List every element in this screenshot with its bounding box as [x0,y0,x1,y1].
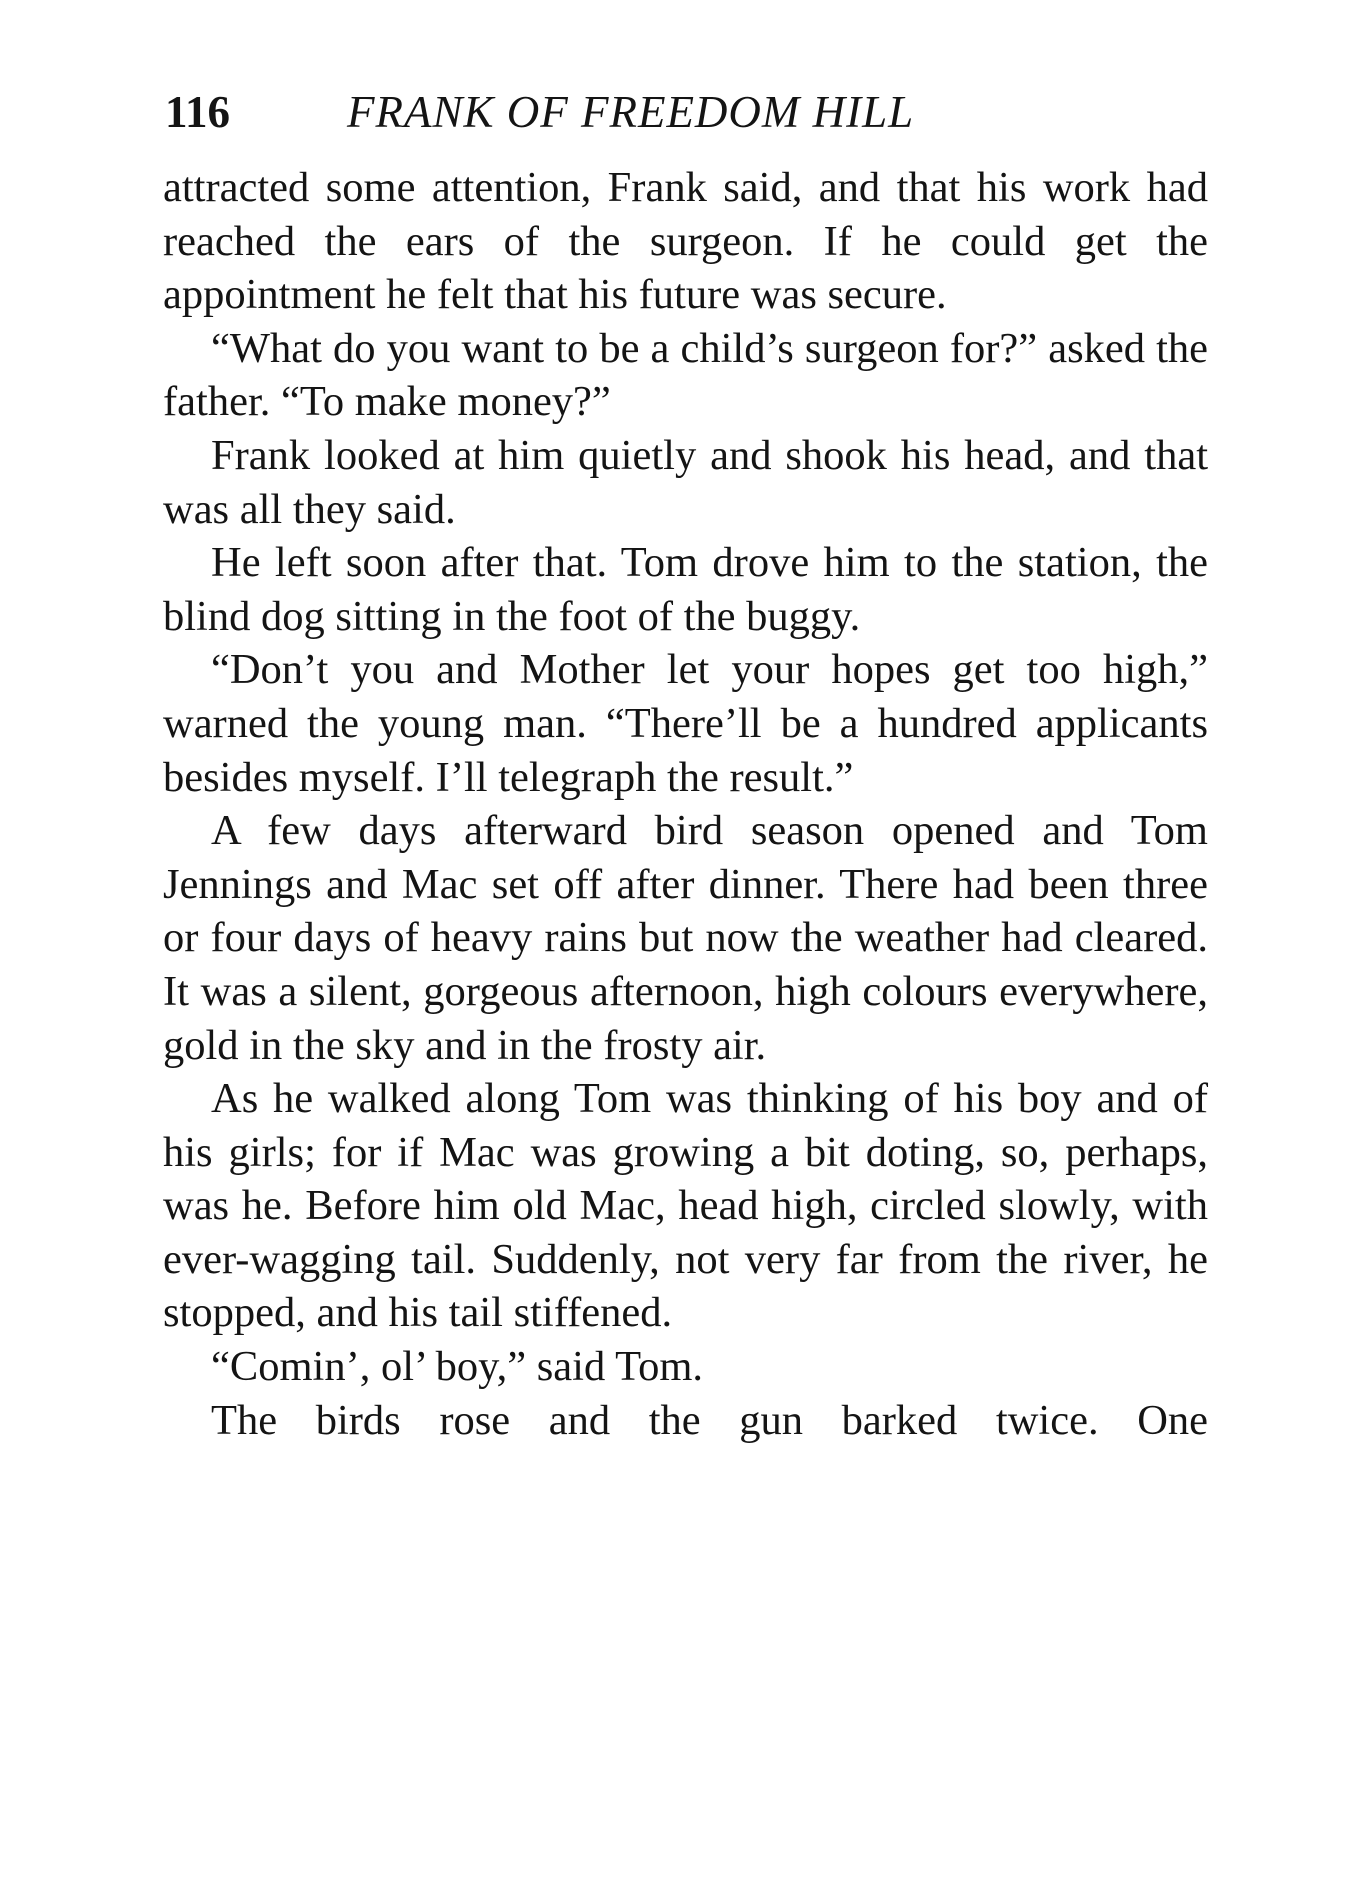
paragraph: attracted some attention, Frank said, and that his work had reached the ears of the surgeon. If he could get the appointment he felt that his future was secure. [163,164,1208,319]
paragraph: “Comin’, ol’ boy,” said Tom. [211,1343,704,1391]
paragraph: The birds rose and the gun barked twice. One [211,1396,1208,1444]
running-head [165,84,1215,140]
page-number: 116 [165,87,231,137]
paragraph: “What do you want to be a child’s surgeon for?” asked the father. “To make money?” [163,324,1208,426]
paragraph: A few days afterward bird season opened and Tom Jennings and Mac set off after dinner. There had been three or four days of heavy rains but now the weather had cleared. It was a silent, gorgeous afternoon, high colours everywhere, gold in the sky and in the frosty air. [163,807,1208,1069]
paragraph: He left soon after that. Tom drove him to the station, the blind dog sitting in the foot of the buggy. [163,539,1208,640]
body-text [163,161,1208,1447]
paragraph: Frank looked at him quietly and shook his head, and that was all they said. [163,431,1208,533]
paragraph: “Don’t you and Mother let your hopes get too high,” warned the young man. “There’ll be a hundred applicants besides myself. I’ll telegraph the result.” [163,646,1208,801]
paragraph: As he walked along Tom was thinking of his boy and of his girls; for if Mac was growing a bit doting, so, perhaps, was he. Before him old Mac, head high, circled slowly, with ever-wagging tail. Suddenly, not very far from the river, he stopped, and his tail stiffened. [163,1075,1208,1337]
book-title: FRANK OF FREEDOM HILL [347,87,915,137]
